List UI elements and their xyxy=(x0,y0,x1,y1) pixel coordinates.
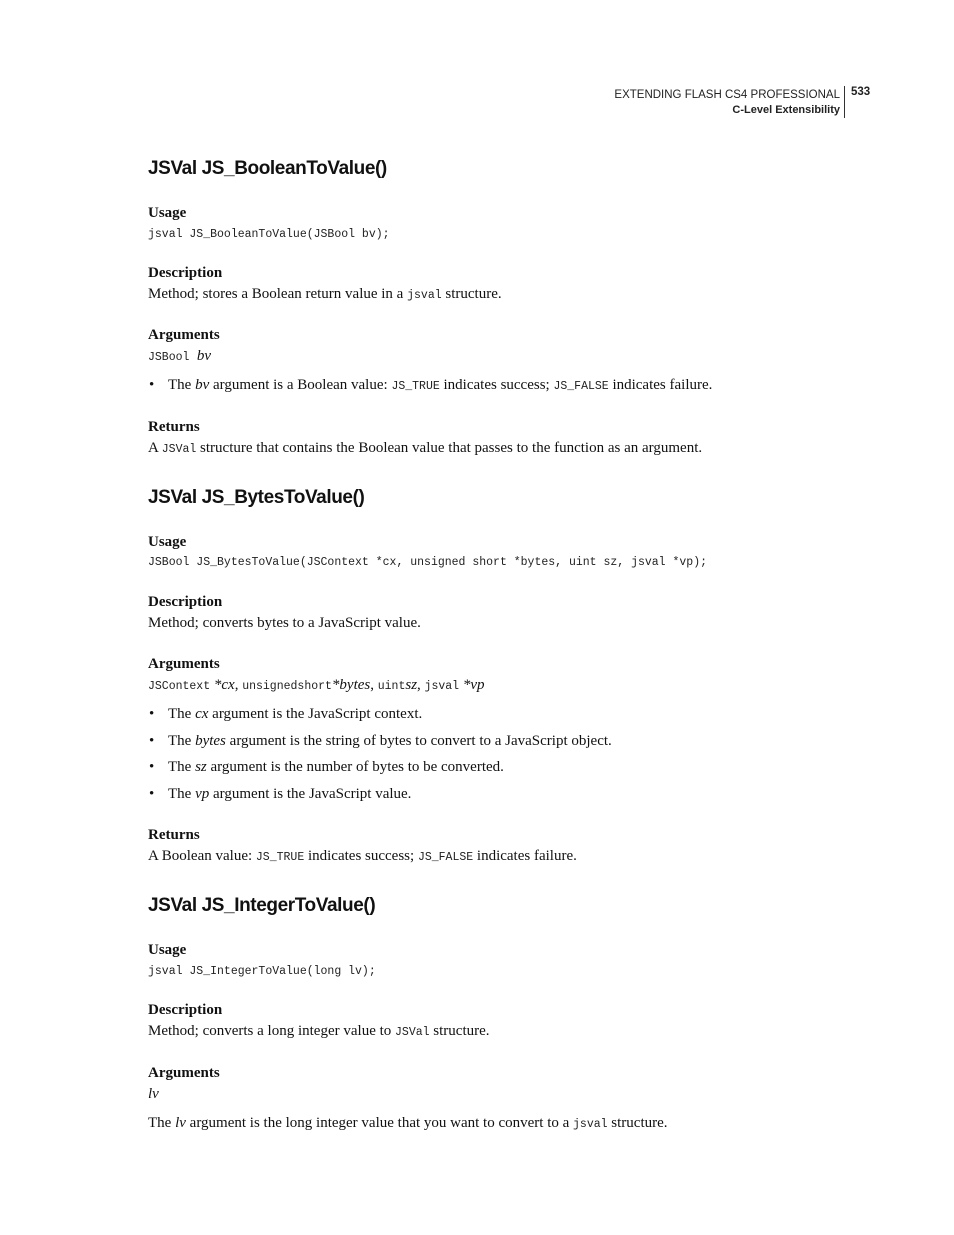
arguments-signature xyxy=(148,1086,159,1103)
list-item: • The cx argument is the JavaScript context. xyxy=(149,706,423,722)
returns-heading: Returns xyxy=(148,419,200,435)
usage-heading: Usage xyxy=(148,942,187,958)
description-text: Method; converts bytes to a JavaScript value. xyxy=(148,615,421,631)
returns-heading: Returns xyxy=(148,827,200,843)
usage-code: jsval JS_BooleanToValue(JSBool bv); xyxy=(148,228,390,241)
description-heading: Description xyxy=(148,1002,223,1018)
running-header xyxy=(0,86,954,126)
returns-text: A JSVal structure that contains the Boolean value that passes to the function as an argument. xyxy=(148,440,703,456)
page-number: 533 xyxy=(851,86,871,98)
list-item: • The sz argument is the number of bytes to be converted. xyxy=(149,759,504,775)
header-text xyxy=(614,88,840,118)
usage-code: jsval JS_IntegerToValue(long lv); xyxy=(148,965,376,978)
book-title: EXTENDING FLASH CS4 PROFESSIONAL xyxy=(614,89,840,101)
arg-name: bv xyxy=(196,348,212,364)
arguments-heading: Arguments xyxy=(148,1065,220,1081)
arguments-heading: Arguments xyxy=(148,327,220,343)
arg-name: lv xyxy=(148,1086,159,1102)
header-divider xyxy=(844,86,845,118)
usage-heading: Usage xyxy=(148,205,187,221)
arguments-signature: JSContext *cx, unsignedshort*bytes, uintsz, jsval *vp xyxy=(148,677,485,693)
inline-code: jsval xyxy=(407,289,442,302)
description-heading: Description xyxy=(148,265,223,281)
section-title-bytestovalue: JSVal JS_BytesToValue() xyxy=(148,487,365,508)
usage-heading: Usage xyxy=(148,534,187,550)
arguments-heading: Arguments xyxy=(148,656,220,672)
list-item: • The bytes argument is the string of bytes to convert to a JavaScript object. xyxy=(149,733,612,749)
argument-note: The lv argument is the long integer value that you want to convert to a jsval structure. xyxy=(148,1115,668,1131)
section-title-integertovalue: JSVal JS_IntegerToValue() xyxy=(148,895,376,916)
list-item: • The vp argument is the JavaScript value. xyxy=(149,786,412,802)
section-title-booleantovalue: JSVal JS_BooleanToValue() xyxy=(148,158,387,179)
returns-text: A Boolean value: JS_TRUE indicates success; JS_FALSE indicates failure. xyxy=(148,848,577,864)
usage-code: JSBool JS_BytesToValue(JSContext *cx, unsigned short *bytes, uint sz, jsval *vp); xyxy=(148,556,707,569)
arguments-signature xyxy=(148,348,211,365)
chapter-title: C-Level Extensibility xyxy=(732,104,840,116)
description-text: Method; stores a Boolean return value in a jsval structure. xyxy=(148,286,502,302)
description-heading: Description xyxy=(148,594,223,610)
description-text: Method; converts a long integer value to JSVal structure. xyxy=(148,1023,490,1039)
arg-type: JSBool xyxy=(148,351,190,364)
list-item: • The bv argument is a Boolean value: JS_TRUE indicates success; JS_FALSE indicates failure. xyxy=(149,377,713,393)
